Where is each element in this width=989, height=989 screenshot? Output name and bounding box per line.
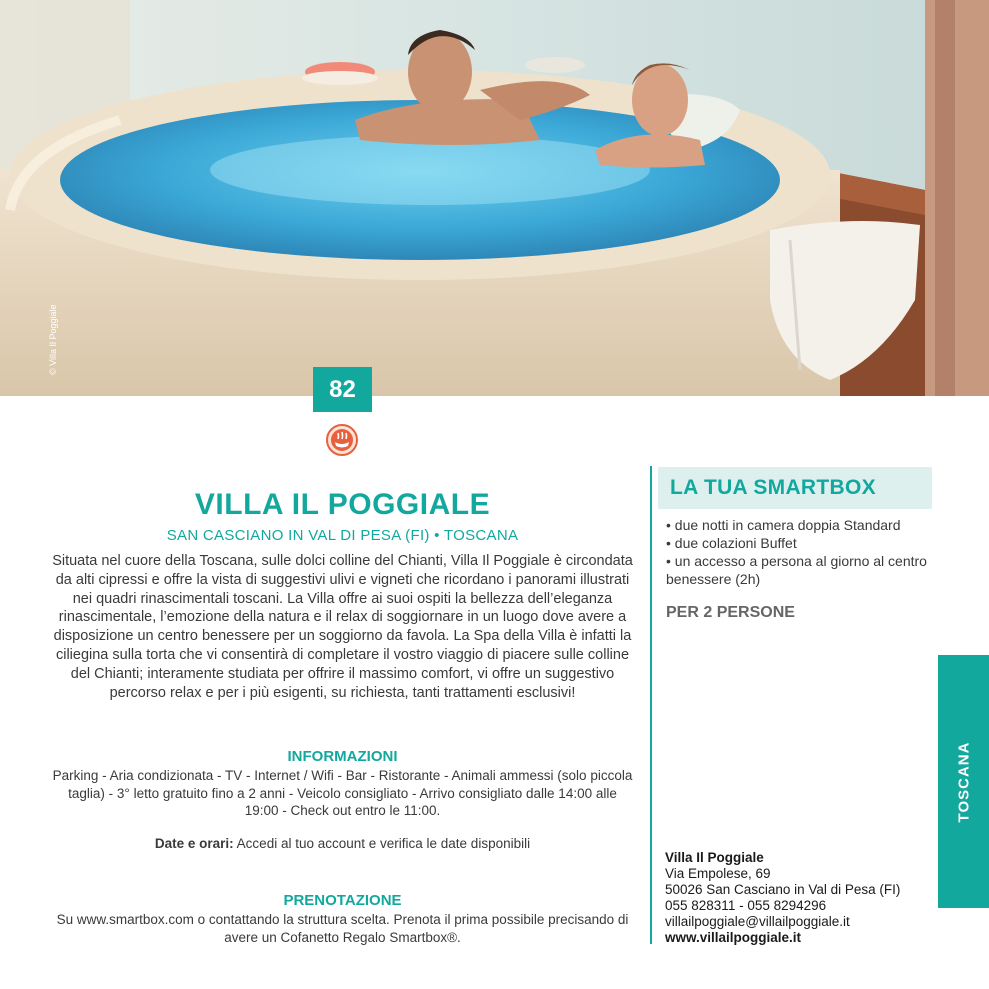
region-tab [938, 655, 989, 908]
hero-photo [0, 0, 989, 396]
page-number-badge: 82 [313, 367, 372, 412]
hot-tub-illustration [0, 0, 989, 396]
contact-name: Villa Il Poggiale [665, 850, 764, 865]
list-item: • due colazioni Buffet [666, 535, 797, 551]
dates-line [40, 836, 645, 851]
dates-text: Accedi al tuo account e verifica le date disponibili [233, 836, 531, 851]
list-item: • un accesso a persona al giorno al centro benessere (2h) [666, 553, 927, 587]
smartbox-heading: LA TUA SMARTBOX [670, 476, 876, 499]
contact-address: Via Empolese, 69 [665, 866, 771, 881]
smartbox-includes [666, 516, 936, 588]
info-text: Parking - Aria condizionata - TV - Internet / Wifi - Bar - Ristorante - Animali ammessi (solo piccola taglia) - 3° letto gratuito fino a 2 anni - Veicolo consigliato - Arrivo consigliato dalle 14:00 alle 19:00 - Check out entro le 11:00. [52, 768, 633, 818]
hotel-location: SAN CASCIANO IN VAL DI PESA (FI) • TOSCANA [166, 527, 519, 544]
hotel-title: VILLA IL POGGIALE [194, 488, 491, 521]
list-item: • due notti in camera doppia Standard [666, 517, 901, 533]
booking-heading: PRENOTAZIONE [283, 892, 402, 909]
contact-email[interactable]: villailpoggiale@villailpoggiale.it [665, 914, 850, 929]
photo-credit: © Villa Il Poggiale [48, 304, 58, 375]
contact-city: 50026 San Casciano in Val di Pesa (FI) [665, 882, 901, 897]
contact-block [665, 850, 935, 946]
smartbox-header [658, 467, 932, 509]
column-divider [650, 466, 652, 944]
spa-icon [326, 424, 358, 456]
booking-text: Su www.smartbox.com o contattando la struttura scelta. Prenota il prima possibile precisando di avere un Cofanetto Regalo Smartbox®. [56, 912, 629, 945]
contact-website[interactable]: www.villailpoggiale.it [665, 930, 802, 945]
dates-label: Date e orari: [154, 836, 234, 851]
hotel-description: Situata nel cuore della Toscana, sulle dolci colline del Chianti, Villa Il Poggiale è circondata da alti cipressi e offre la vista di suggestivi ulivi e vigneti che ricordano i panorami illustrati nei quadri rinascimentali toscani. La Villa offre ai suoi ospiti la bellezza dell’eleganza rinascimentale, l’emozione della natura e il relax di soggiornare in un luogo dove avere a disposizione un centro benessere per un soggiorno da favola. La Spa della Villa è infatti la ciliegina sulla torta che vi consentirà di completare il vostro viaggio di piacere sulle colline del Chianti; interamente studiata per offrire il massimo comfort, vi offre un suggestivo percorso relax e per i più esigenti, su richiesta, tanti trattamenti esclusivi! [52, 553, 633, 701]
contact-phone: 055 828311 - 055 8294296 [665, 898, 827, 913]
region-tab-label: TOSCANA [955, 741, 972, 822]
persons-label: PER 2 PERSONE [666, 604, 795, 621]
info-heading: INFORMAZIONI [287, 748, 398, 765]
